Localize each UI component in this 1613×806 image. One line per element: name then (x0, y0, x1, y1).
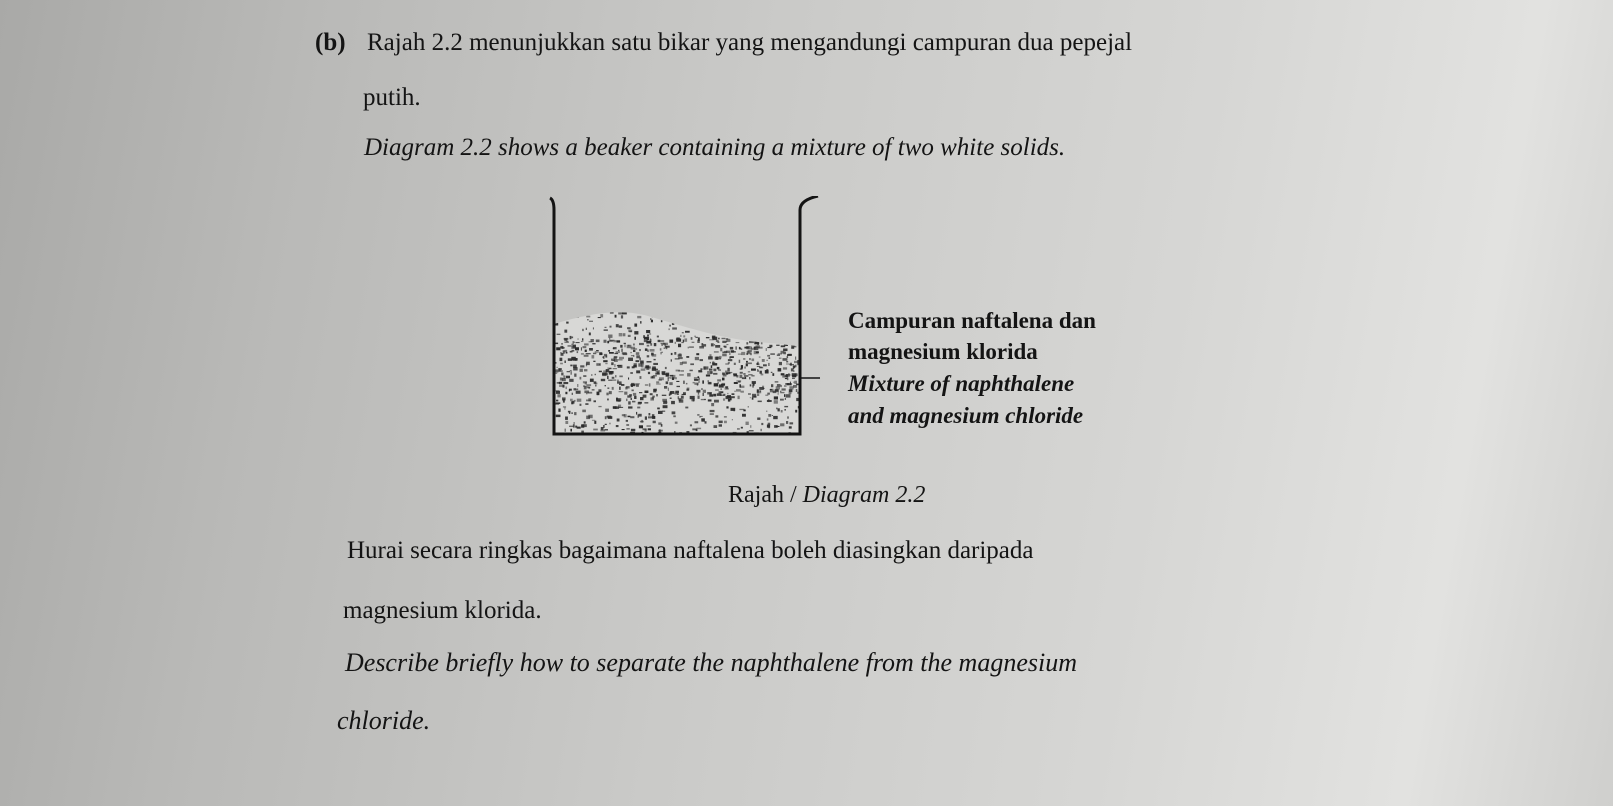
task-malay-line-2: magnesium klorida. (343, 597, 542, 624)
question-malay-line-2: putih. (363, 84, 421, 111)
beaker-diagram (548, 196, 838, 456)
caption-malay: Rajah (728, 482, 784, 508)
part-label: (b) (315, 29, 346, 56)
diagram-caption (728, 483, 925, 507)
label-malay-line-2: magnesium klorida (848, 339, 1038, 364)
caption-english: Diagram 2.2 (802, 482, 926, 508)
label-english-line-2: and magnesium chloride (848, 403, 1084, 428)
solid-mixture (548, 296, 808, 436)
question-malay-line-1: Rajah 2.2 menunjukkan satu bikar yang mengandungi campuran dua pepejal (367, 29, 1133, 56)
label-malay-line-1: Campuran naftalena dan (848, 308, 1096, 333)
caption-separator: / (789, 482, 797, 508)
task-english-line-2: chloride. (337, 706, 431, 735)
task-malay-line-1: Hurai secara ringkas bagaimana naftalena boleh diasingkan daripada (347, 537, 1034, 564)
question-english: Diagram 2.2 shows a beaker containing a mixture of two white solids. (364, 134, 1066, 161)
label-english-line-1: Mixture of naphthalene (848, 371, 1075, 396)
task-english-line-1: Describe briefly how to separate the naphthalene from the magnesium (345, 648, 1077, 677)
